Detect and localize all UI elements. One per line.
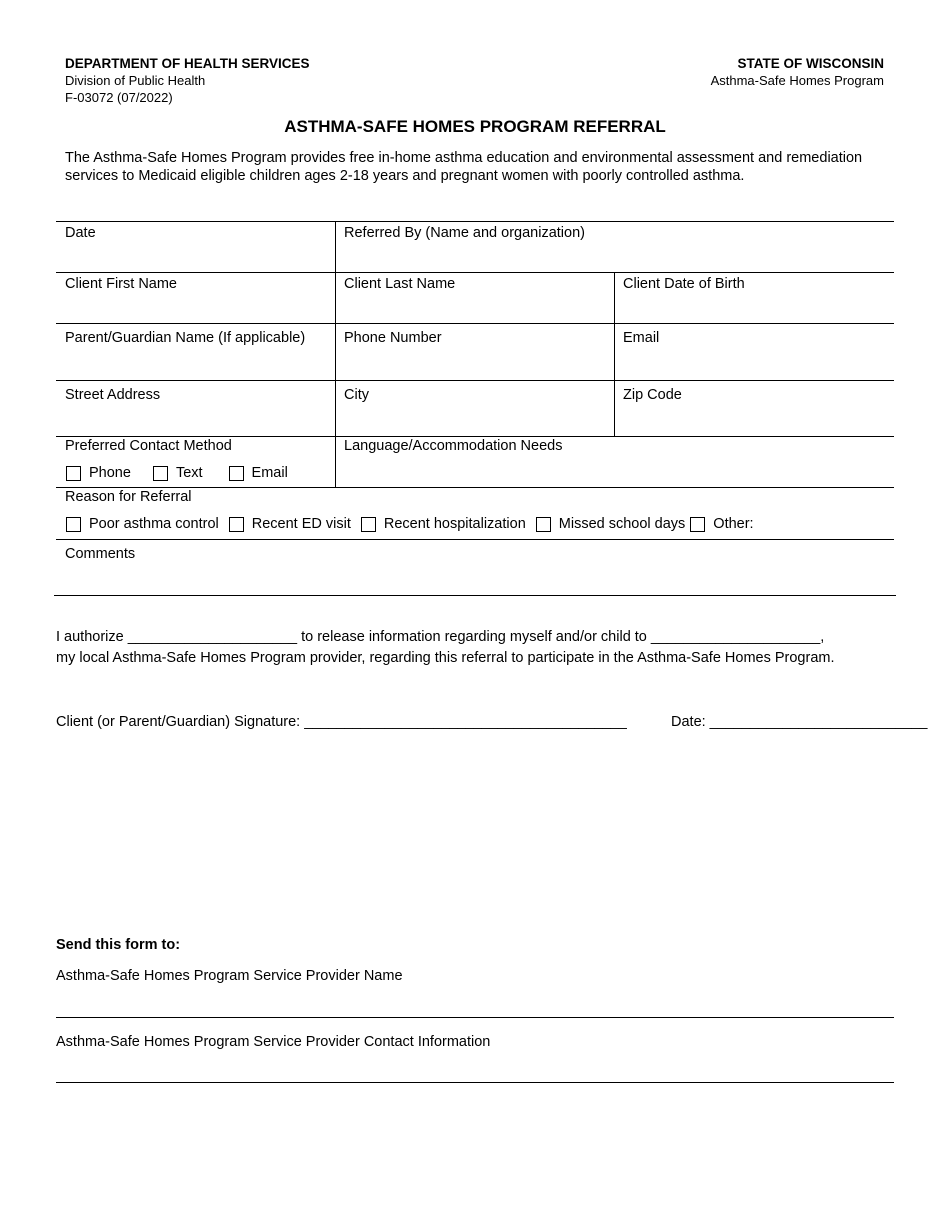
state-name: STATE OF WISCONSIN [737,56,884,71]
contact-option-text[interactable] [153,465,203,481]
referred-by-field[interactable]: Referred By (Name and organization) [344,225,585,241]
street-address-field[interactable]: Street Address [65,387,161,403]
date-field[interactable]: Date [65,225,96,241]
authorization-line-2: my local Asthma-Safe Homes Program provider, regarding this referral to participate in the Asthma-Safe Homes Program. [56,650,835,666]
form-col-divider [614,272,615,437]
zip-code-field[interactable]: Zip Code [623,387,682,403]
reason-option-label: Other: [713,516,754,532]
provider-name-label: Asthma-Safe Homes Program Service Provider Name [56,968,403,984]
reason-option-label: Missed school days [558,516,686,532]
checkbox[interactable] [229,466,244,481]
reason-option-ed-visit[interactable] [229,516,351,532]
send-to-heading: Send this form to: [56,937,181,953]
contact-method-label: Preferred Contact Method [65,438,232,454]
phone-number-field[interactable]: Phone Number [344,330,442,346]
form-row-divider [56,487,894,488]
checkbox[interactable] [153,466,168,481]
reason-option-poor-control[interactable] [66,516,219,532]
reason-option-other[interactable] [690,516,753,532]
client-last-name-field[interactable]: Client Last Name [344,276,456,292]
guardian-name-field[interactable]: Parent/Guardian Name (If applicable) [65,330,306,346]
form-border-top [56,221,894,222]
signature-line[interactable]: Client (or Parent/Guardian) Signature: ________________________________________ [56,714,627,730]
contact-option-email[interactable] [229,465,288,481]
form-row-divider [56,323,894,324]
comments-field[interactable]: Comments [65,546,136,562]
checkbox[interactable] [690,517,705,532]
form-row-divider [56,436,894,437]
page-title: ASTHMA-SAFE HOMES PROGRAM REFERRAL [284,117,666,136]
form-col-divider [335,221,336,488]
contact-option-label: Email [251,465,288,481]
contact-option-label: Text [175,465,203,481]
provider-name-line[interactable] [56,1017,894,1018]
division-name: Division of Public Health [65,73,206,88]
contact-method-options [66,465,288,481]
client-dob-field[interactable]: Client Date of Birth [623,276,745,292]
checkbox[interactable] [66,517,81,532]
provider-contact-label: Asthma-Safe Homes Program Service Provider Contact Information [56,1034,491,1050]
contact-option-label: Phone [89,465,131,481]
form-row-divider [56,380,894,381]
reason-options [66,516,754,532]
form-row-divider [56,272,894,273]
signature-date-line[interactable]: Date: ___________________________ [671,714,928,730]
contact-option-phone[interactable] [66,465,131,481]
authorization-line-1: I authorize _____________________ to release information regarding myself and/or child to _____________________, [56,629,825,645]
language-needs-field[interactable]: Language/Accommodation Needs [344,438,563,454]
form-row-divider [56,539,894,540]
form-number: F-03072 (07/2022) [65,90,173,105]
email-field[interactable]: Email [623,330,660,346]
client-first-name-field[interactable]: Client First Name [65,276,177,292]
reason-option-missed-school[interactable] [536,516,686,532]
city-field[interactable]: City [344,387,369,403]
checkbox[interactable] [66,466,81,481]
provider-contact-line[interactable] [56,1082,894,1083]
checkbox[interactable] [536,517,551,532]
program-name: Asthma-Safe Homes Program [710,73,884,88]
checkbox[interactable] [229,517,244,532]
reason-option-label: Poor asthma control [89,516,219,532]
form-border-bottom [54,595,896,596]
header-left [65,55,310,106]
department-name: DEPARTMENT OF HEALTH SERVICES [65,56,310,71]
reason-option-label: Recent ED visit [251,516,351,532]
checkbox[interactable] [361,517,376,532]
reason-label: Reason for Referral [65,489,192,505]
reason-option-hospitalization[interactable] [361,516,526,532]
intro-text: The Asthma-Safe Homes Program provides free in-home asthma education and environmental assessment and remediation services to Medicaid eligible children ages 2-18 years and pregnant women with poorly controlled asthma. [65,150,863,184]
reason-option-label: Recent hospitalization [383,516,526,532]
header-right [711,55,884,89]
